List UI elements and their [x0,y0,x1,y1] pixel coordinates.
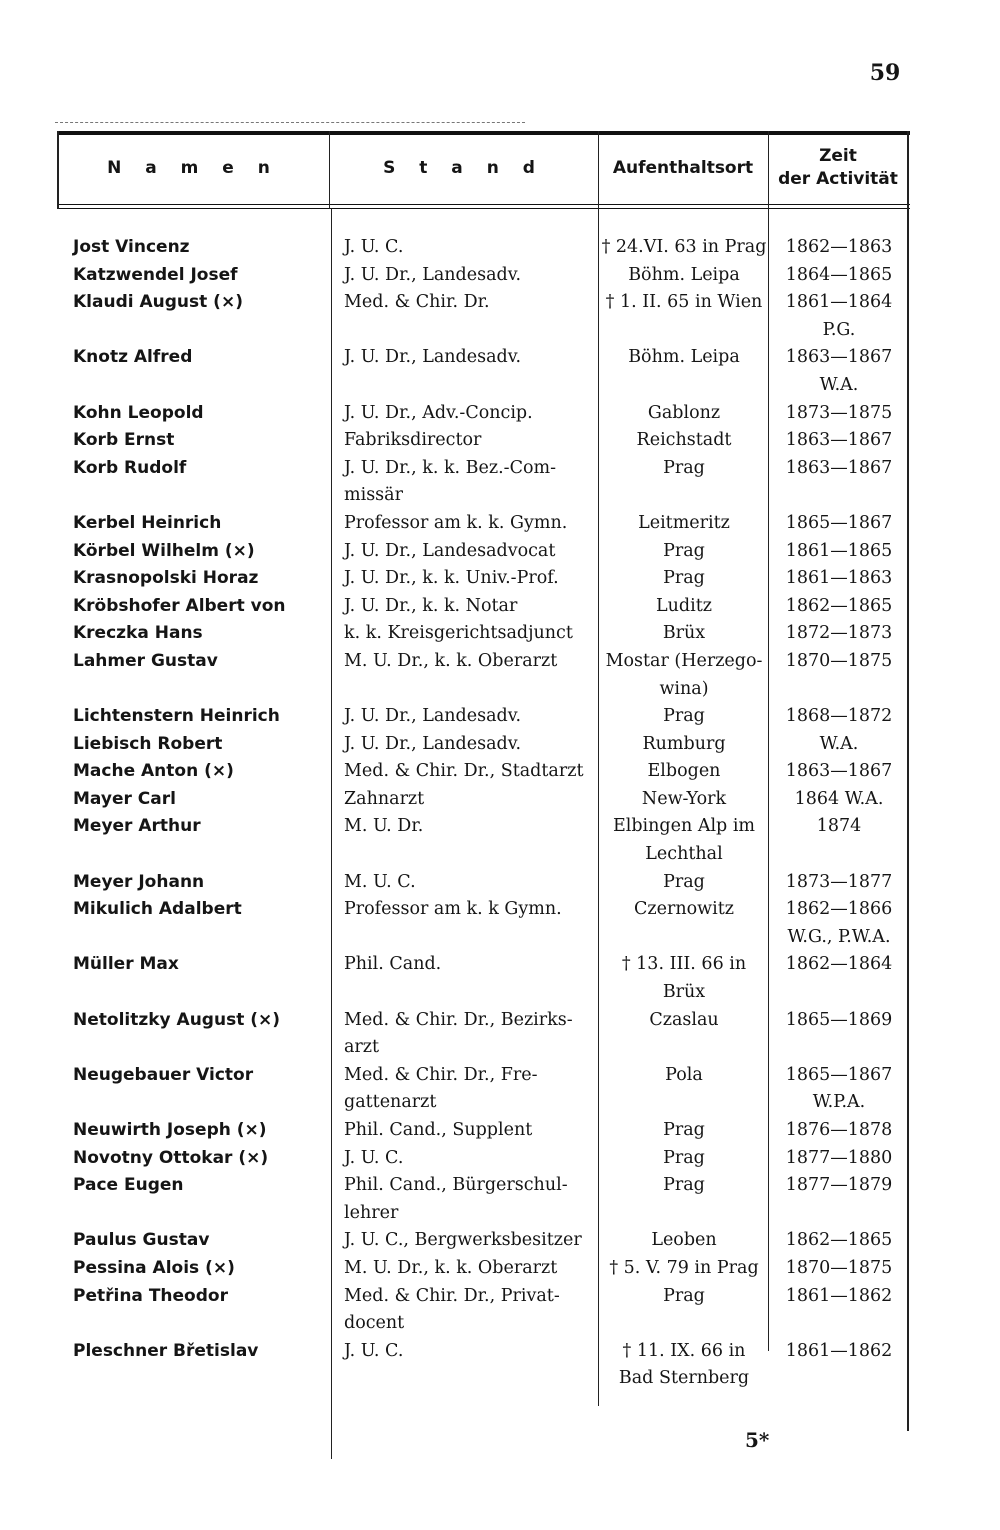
header-stand: S t a n d [383,157,544,178]
row-zeit: 1862—1863 [785,237,893,257]
row-stand: Fabriksdirector [344,430,482,451]
row-name: Paulus Gustav [73,1230,210,1251]
row-name: Mache Anton (×) [73,761,234,782]
row-aufenthaltsort: † 11. IX. 66 in Bad Sternberg [618,1340,750,1389]
row-name: Jost Vincenz [73,237,190,257]
top-dashed-rule [55,122,525,123]
row-name: Katzwendel Josef [73,264,238,285]
row-aufenthaltsort: Prag [663,1120,705,1140]
row-aufenthaltsort: Mostar (Herzego- wina) [605,650,763,699]
row-aufenthaltsort: Böhm. Leipa [628,264,740,285]
row-zeit: W.A. [819,733,859,754]
row-aufenthaltsort: Böhm. Leipa [628,347,740,368]
row-stand: J. U. Dr., Landesadv. [344,733,522,754]
row-aufenthaltsort: Gablonz [647,402,721,423]
row-stand: J. U. Dr., k. k. Univ.-Prof. [344,568,559,589]
row-name: Lahmer Gustav [73,650,218,671]
table-row [57,455,910,510]
row-zeit: 1863—1867 [785,430,893,451]
row-stand: k. k. Kreisgerichtsadjunct [344,623,573,644]
row-aufenthaltsort: Leoben [651,1230,717,1251]
row-zeit: 1862—1866 W.G., P.W.A. [785,899,893,947]
row-aufenthaltsort: Czaslau [649,1009,719,1030]
row-zeit: 1865—1869 [785,1009,893,1030]
row-stand: Phil. Cand., Supplent [344,1120,533,1140]
row-zeit: 1865—1867 W.P.A. [785,1064,893,1113]
row-aufenthaltsort: Czernowitz [634,899,734,920]
row-name: Klaudi August (×) [73,292,243,313]
row-zeit: 1873—1875 [785,402,893,423]
table-row [57,951,910,1006]
row-aufenthaltsort: Prag [663,540,705,561]
row-name: Körbel Wilhelm (×) [73,540,255,561]
row-stand: J. U. Dr., Landesadv. [344,347,522,368]
row-aufenthaltsort: Pola [665,1064,703,1085]
row-stand: J. U. Dr., Landesadv. [344,264,522,285]
row-zeit: 1862—1865 [785,1230,893,1251]
row-zeit: 1861—1862 [785,1285,893,1306]
row-zeit: 1870—1875 [785,650,893,671]
table-row [57,1062,910,1117]
row-aufenthaltsort: Elbogen [647,761,721,782]
table-body [57,234,910,1393]
row-zeit: 1863—1867 W.A. [785,347,893,395]
row-zeit: 1864 W.A. [794,788,884,809]
row-name: Pleschner Břetislav [73,1340,259,1361]
row-zeit: 1862—1865 [785,595,893,616]
row-stand: Med. & Chir. Dr., Fre- gattenarzt [344,1064,538,1113]
row-name: Kerbel Heinrich [73,512,222,533]
table-row [57,400,910,428]
row-name: Kreczka Hans [73,623,203,644]
row-name: Knotz Alfred [73,347,193,368]
row-name: Meyer Johann [73,871,205,892]
row-stand: Med. & Chir. Dr., Privat- docent [344,1285,560,1334]
row-aufenthaltsort: Leitmeritz [638,512,730,533]
row-aufenthaltsort: Reichstadt [636,430,732,451]
row-name: Mikulich Adalbert [73,899,242,920]
row-stand: Professor am k. k. Gymn. [344,512,568,533]
row-stand: J. U. Dr., Adv.-Concip. [344,402,533,423]
table-row [57,234,910,262]
register-table [57,131,910,1436]
row-stand: Med. & Chir. Dr., Stadtarzt [344,761,584,782]
row-stand: M. U. C. [344,871,416,892]
row-zeit: 1877—1879 [785,1175,893,1196]
table-row [57,565,910,593]
row-zeit: 1863—1867 [785,457,893,478]
row-zeit: 1863—1867 [785,761,893,782]
row-stand: J. U. Dr., k. k. Bez.-Com- missär [344,457,557,506]
row-aufenthaltsort: Rumburg [642,733,726,754]
row-aufenthaltsort: Prag [663,1175,705,1196]
table-row [57,1255,910,1283]
row-aufenthaltsort: † 1. II. 65 in Wien [605,292,763,313]
table-row [57,1117,910,1145]
row-zeit: 1861—1863 [785,568,893,589]
row-aufenthaltsort: † 13. III. 66 in Brüx [621,954,747,1003]
row-aufenthaltsort: New-York [641,788,727,809]
row-zeit: 1872—1873 [785,623,893,644]
row-stand: J. U. Dr., Landesadvocat [344,540,556,561]
table-row [57,538,910,566]
table-row [57,289,910,344]
row-name: Liebisch Robert [73,733,223,754]
header-namen: N a m e n [107,157,279,178]
row-aufenthaltsort: Prag [663,457,705,478]
row-aufenthaltsort: Prag [663,871,705,892]
row-stand: Zahnarzt [344,788,425,809]
row-stand: M. U. Dr. [344,816,424,837]
row-zeit: 1877—1880 [785,1147,893,1168]
table-row [57,703,910,731]
table-row [57,620,910,648]
header-aufenthaltsort: Aufenthaltsort [612,157,754,178]
row-stand: J. U. C. [344,1147,404,1168]
row-stand: J. U. Dr., Landesadv. [344,706,522,727]
table-row [57,344,910,399]
table-row [57,1227,910,1255]
row-zeit: 1874 [816,816,862,837]
row-name: Pace Eugen [73,1175,184,1196]
row-name: Müller Max [73,954,179,975]
table-row [57,1007,910,1062]
table-row [57,262,910,290]
row-aufenthaltsort: † 5. V. 79 in Prag [609,1257,759,1278]
table-row [57,593,910,621]
row-stand: J. U. C. [344,237,404,257]
page-number: 59 [869,60,901,86]
row-name: Pessina Alois (×) [73,1257,235,1278]
row-zeit: 1862—1864 [785,954,893,975]
row-zeit: 1864—1865 [785,264,893,285]
row-name: Neugebauer Victor [73,1064,254,1085]
row-zeit: 1870—1875 [785,1257,893,1278]
table-row [57,786,910,814]
row-name: Korb Rudolf [73,457,187,478]
row-aufenthaltsort: Brüx [662,623,706,644]
row-stand: Phil. Cand. [344,954,442,975]
table-row [57,648,910,703]
row-name: Netolitzky August (×) [73,1009,281,1030]
row-name: Krasnopolski Horaz [73,568,259,589]
row-stand: J. U. C. [344,1340,404,1361]
table-row [57,758,910,786]
row-stand: Professor am k. k Gymn. [344,899,562,920]
row-name: Kohn Leopold [73,402,204,423]
row-stand: J. U. Dr., k. k. Notar [344,595,518,616]
row-name: Mayer Carl [73,788,176,809]
row-name: Novotny Ottokar (×) [73,1147,269,1168]
row-aufenthaltsort: † 24.VI. 63 in Prag [601,237,767,257]
row-stand: Phil. Cand., Bürgerschul- lehrer [344,1175,568,1223]
table-row [57,731,910,759]
row-aufenthaltsort: Luditz [656,595,712,616]
row-zeit: 1861—1864 P.G. [785,292,893,340]
table-row [57,510,910,538]
table-row [57,427,910,455]
table-row [57,1283,910,1338]
row-zeit: 1873—1877 [785,871,893,892]
row-stand: M. U. Dr., k. k. Oberarzt [344,650,558,671]
table-row [57,813,910,868]
row-name: Korb Ernst [73,430,175,451]
row-zeit: 1861—1862 [785,1340,893,1361]
row-name: Kröbshofer Albert von [73,595,286,616]
row-zeit: 1868—1872 [785,706,893,727]
row-aufenthaltsort: Prag [663,706,705,727]
row-name: Meyer Arthur [73,816,201,837]
table-row [57,896,910,951]
row-aufenthaltsort: Prag [663,1285,705,1306]
table-row [57,1145,910,1173]
row-stand: Med. & Chir. Dr., Bezirks- arzt [344,1009,573,1058]
row-name: Neuwirth Joseph (×) [73,1120,267,1140]
row-stand: M. U. Dr., k. k. Oberarzt [344,1257,558,1278]
row-zeit: 1876—1878 [785,1120,893,1140]
table-row [57,869,910,897]
header-zeit-der-activitaet: Zeit der Activität [778,146,898,189]
row-name: Petřina Theodor [73,1285,228,1306]
signature-mark: 5* [745,1428,770,1452]
row-name: Lichtenstern Heinrich [73,706,280,727]
row-aufenthaltsort: Prag [663,1147,705,1168]
row-aufenthaltsort: Prag [663,568,705,589]
row-zeit: 1861—1865 [785,540,893,561]
row-stand: Med. & Chir. Dr. [344,292,490,313]
table-row [57,1172,910,1227]
row-aufenthaltsort: Elbingen Alp im Lechthal [612,816,756,865]
table-row [57,1338,910,1393]
row-zeit: 1865—1867 [785,512,893,533]
row-stand: J. U. C., Bergwerksbesitzer [344,1230,582,1251]
